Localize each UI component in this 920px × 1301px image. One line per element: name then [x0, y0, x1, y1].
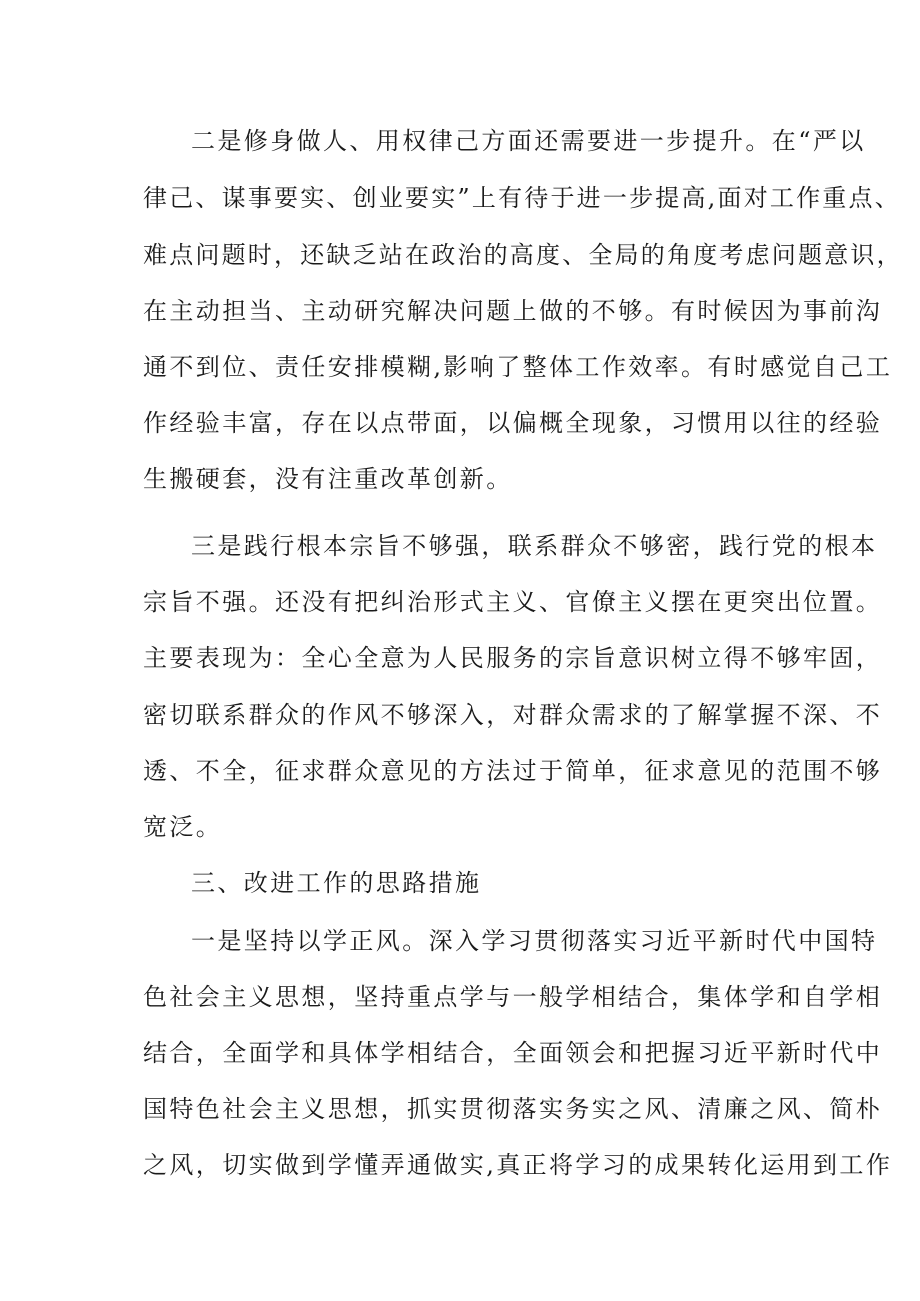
- paragraph-1-line-4: 在主动担当、主动研究解决问题上做的不够。有时候因为事前沟: [143, 297, 883, 325]
- paragraph-3-line-4: 国特色社会主义思想，抓实贯彻落实务实之风、清廉之风、简朴: [143, 1095, 883, 1123]
- paragraph-1-line-1: 二是修身做人、用权律己方面还需要进一步提升。在“严以: [191, 127, 866, 155]
- paragraph-2-line-6: 宽泛。: [143, 813, 223, 841]
- paragraph-3-line-1: 一是坚持以学正风。深入学习贯彻落实习近平新时代中国特: [191, 927, 878, 955]
- paragraph-2-line-4: 密切联系群众的作风不够深入，对群众需求的了解掌握不深、不: [143, 701, 883, 729]
- paragraph-1-line-7: 生搬硬套，没有注重改革创新。: [143, 465, 513, 493]
- paragraph-3-line-3: 结合，全面学和具体学相结合，全面领会和把握习近平新时代中: [143, 1039, 883, 1067]
- section-heading: 三、改进工作的思路措施: [191, 869, 482, 897]
- paragraph-3-line-5: 之风，切实做到学懂弄通做实,真正将学习的成果转化运用到工作: [143, 1151, 893, 1179]
- paragraph-1-line-3: 难点问题时，还缺乏站在政治的高度、全局的角度考虑问题意识，: [143, 241, 903, 269]
- paragraph-2-line-2: 宗旨不强。还没有把纠治形式主义、官僚主义摆在更突出位置。: [143, 588, 883, 616]
- paragraph-2-line-3: 主要表现为：全心全意为人民服务的宗旨意识树立得不够牢固，: [143, 644, 883, 672]
- paragraph-3-line-2: 色社会主义思想，坚持重点学与一般学相结合，集体学和自学相: [143, 983, 883, 1011]
- paragraph-1-line-2: 律己、谋事要实、创业要实”上有待于进一步提高,面对工作重点、: [143, 184, 901, 212]
- paragraph-2-line-5: 透、不全，征求群众意见的方法过于简单，征求意见的范围不够: [143, 757, 883, 785]
- paragraph-1-line-6: 作经验丰富，存在以点带面，以偏概全现象，习惯用以往的经验: [143, 409, 883, 437]
- paragraph-1-line-5: 通不到位、责任安排模糊,影响了整体工作效率。有时感觉自己工: [143, 353, 893, 381]
- paragraph-2-line-1: 三是践行根本宗旨不够强，联系群众不够密，践行党的根本: [191, 532, 878, 560]
